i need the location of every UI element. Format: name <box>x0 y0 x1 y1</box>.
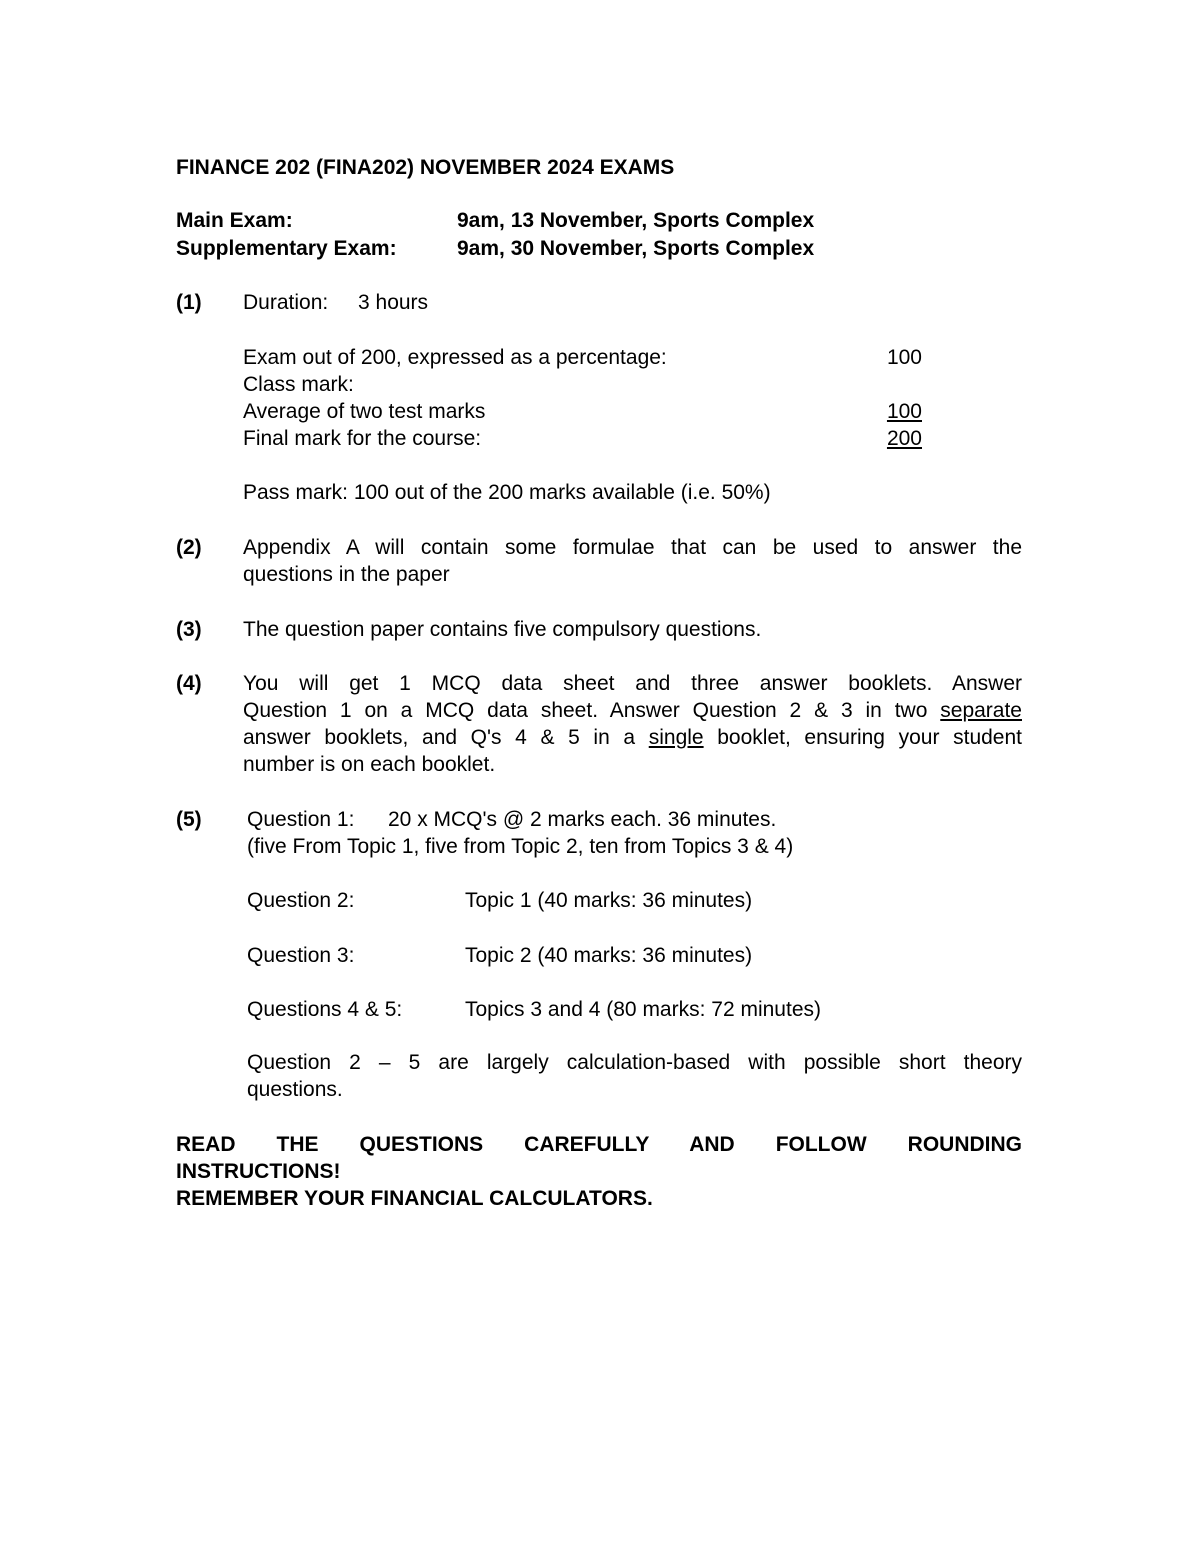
item-4-text-line: number is on each booklet. <box>243 753 496 776</box>
marks-row-value: 200 <box>886 427 922 450</box>
item-1-number: (1) <box>176 291 202 314</box>
questions-note-line: questions. <box>247 1078 343 1101</box>
emphasis-separate: separate <box>940 699 1022 722</box>
marks-row-value: 100 <box>886 400 922 423</box>
footer-instruction-line: READ THE QUESTIONS CAREFULLY AND FOLLOW ROUNDING <box>176 1133 1022 1156</box>
page-title: FINANCE 202 (FINA202) NOVEMBER 2024 EXAMS <box>176 156 675 179</box>
marks-row-label: Exam out of 200, expressed as a percentage: <box>243 346 667 369</box>
question-1-note: (five From Topic 1, five from Topic 2, ten from Topics 3 & 4) <box>247 835 794 858</box>
marks-row-label: Class mark: <box>243 373 354 396</box>
duration-label: Duration: <box>243 291 329 314</box>
question-value: Topic 1 (40 marks: 36 minutes) <box>465 889 753 912</box>
emphasis-single: single <box>648 726 704 749</box>
footer-calculator-reminder: REMEMBER YOUR FINANCIAL CALCULATORS. <box>176 1187 653 1210</box>
item-2-text-line: questions in the paper <box>243 563 450 586</box>
question-1-text: 20 x MCQ's @ 2 marks each. 36 minutes. <box>388 808 777 831</box>
question-label: Question 2: <box>247 889 355 912</box>
main-exam-value: 9am, 13 November, Sports Complex <box>457 209 815 232</box>
questions-note-line: Question 2 – 5 are largely calculation-based with possible short theory <box>247 1051 1022 1074</box>
question-value: Topic 2 (40 marks: 36 minutes) <box>465 944 753 967</box>
item-4-number: (4) <box>176 672 202 695</box>
question-value: Topics 3 and 4 (80 marks: 72 minutes) <box>465 998 821 1021</box>
marks-row-label: Average of two test marks <box>243 400 486 423</box>
supplementary-exam-value: 9am, 30 November, Sports Complex <box>457 237 815 260</box>
item-5-number: (5) <box>176 808 202 831</box>
item-4-text-line: Question 1 on a MCQ data sheet. Answer Question 2 & 3 in two separate <box>243 699 1022 722</box>
pass-mark: Pass mark: 100 out of the 200 marks available (i.e. 50%) <box>243 481 771 504</box>
marks-row-label: Final mark for the course: <box>243 427 482 450</box>
item-4-text-line: answer booklets, and Q's 4 & 5 in a single booklet, ensuring your student <box>243 726 1022 749</box>
item-2-number: (2) <box>176 536 202 559</box>
item-3-text: The question paper contains five compulsory questions. <box>243 618 762 641</box>
item-3-number: (3) <box>176 618 202 641</box>
marks-row-value: 100 <box>886 346 922 369</box>
item-4-text-line: You will get 1 MCQ data sheet and three answer booklets. Answer <box>243 672 1022 695</box>
question-1-label: Question 1: <box>247 808 355 831</box>
question-label: Question 3: <box>247 944 355 967</box>
duration-value: 3 hours <box>358 291 429 314</box>
item-2-text-line: Appendix A will contain some formulae that can be used to answer the <box>243 536 1022 559</box>
supplementary-exam-label: Supplementary Exam: <box>176 237 397 260</box>
main-exam-label: Main Exam: <box>176 209 293 232</box>
footer-instruction-line: INSTRUCTIONS! <box>176 1160 341 1183</box>
question-label: Questions 4 & 5: <box>247 998 403 1021</box>
